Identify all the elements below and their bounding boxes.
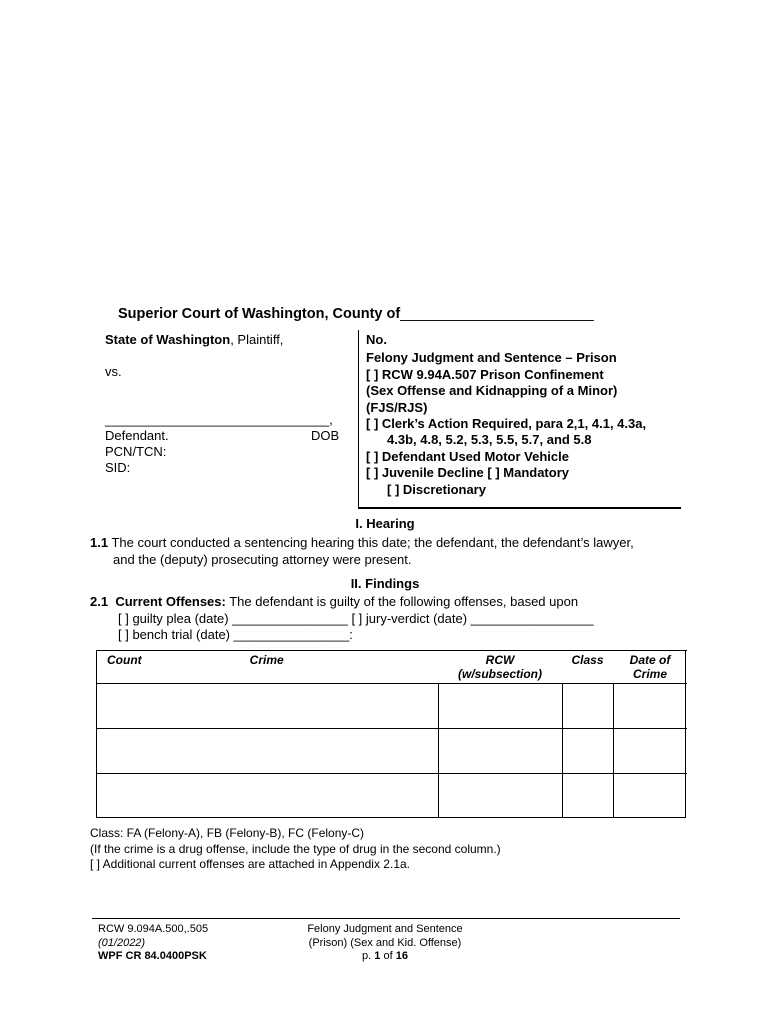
cell-rcw[interactable] — [438, 729, 562, 774]
bench-trial-line[interactable]: [ ] bench trial (date) ________________: — [118, 627, 353, 642]
vs-label: vs. — [105, 364, 122, 379]
case-number-label: No. — [366, 332, 387, 347]
para-text-line2: and the (deputy) prosecuting attorney were present. — [113, 551, 412, 567]
table-row — [97, 729, 687, 774]
cell-date[interactable] — [613, 729, 687, 774]
footer-title-line2: (Prison) (Sex and Kid. Offense) — [308, 936, 462, 949]
rcw-checkbox-line[interactable]: [ ] RCW 9.94A.507 Prison Confinement — [366, 366, 604, 382]
footer-center — [280, 923, 490, 964]
cell-class[interactable] — [562, 684, 613, 729]
dob-label: DOB — [311, 428, 340, 443]
para-text-line1: The court conducted a sentencing hearing this date; the defendant, the defendant’s lawyer, — [108, 535, 634, 550]
defendant-blank[interactable]: _______________________________, — [105, 412, 333, 427]
plaintiff-name: State of Washington — [105, 332, 231, 347]
vehicle-checkbox[interactable]: [ ] Defendant Used Motor Vehicle — [366, 448, 569, 464]
cell-class[interactable] — [562, 729, 613, 774]
page-total: 16 — [395, 950, 408, 962]
defendant-label: Defendant. — [105, 428, 169, 443]
table-row — [97, 774, 687, 819]
court-title — [118, 306, 594, 322]
sex-offense-line: (Sex Offense and Kidnapping of a Minor) — [366, 383, 618, 399]
col-crime-header: Crime — [249, 653, 284, 667]
page-number: 1 — [374, 950, 381, 962]
para-number: 1.1 — [90, 535, 109, 550]
footer-rcw: RCW 9.094A.500,.505 — [98, 923, 209, 935]
footer-date: (01/2022) — [98, 936, 146, 949]
caption-left — [105, 332, 350, 476]
caption-right — [366, 332, 686, 498]
footer-left — [98, 923, 208, 964]
table-row — [97, 684, 687, 729]
col-class-header: Class — [562, 651, 613, 684]
section-findings-heading: II. Findings — [350, 576, 420, 591]
offenses-table — [97, 650, 687, 818]
cell-date[interactable] — [613, 684, 687, 729]
county-blank: ________________________ — [400, 306, 594, 322]
clerk-action-paras: 4.3b, 4.8, 5.2, 5.3, 5.5, 5.7, and 5.8 — [387, 432, 592, 448]
sid-label: SID: — [105, 460, 131, 475]
paragraph-1-1 — [90, 535, 634, 568]
cell-rcw[interactable] — [438, 684, 562, 729]
court-title-text: Superior Court of Washington, County of — [118, 306, 401, 322]
caption-vertical-divider — [358, 330, 359, 508]
plaintiff-suffix: , Plaintiff, — [230, 332, 284, 347]
section-hearing-heading: I. Hearing — [355, 516, 415, 531]
juvenile-checkbox[interactable]: [ ] Juvenile Decline [ ] Mandatory — [366, 465, 569, 481]
fjs-line: (FJS/RJS) — [366, 399, 428, 415]
para-text: The defendant is guilty of the following offenses, based upon — [225, 594, 579, 609]
clerk-action-checkbox[interactable]: [ ] Clerk’s Action Required, para 2,1, 4.1, 4.3a, — [366, 416, 647, 432]
page-indicator: p. 1 of 16 — [362, 950, 408, 962]
footer-form-number: WPF CR 84.0400PSK — [98, 950, 207, 962]
col-rcw-header: RCW (w/subsection) — [438, 651, 562, 684]
paragraph-2-1 — [90, 594, 594, 644]
class-legend: Class: FA (Felony-A), FB (Felony-B), FC (Felony-C) — [90, 826, 365, 840]
cell-crime[interactable] — [97, 774, 438, 819]
cell-date[interactable] — [613, 774, 687, 819]
table-header-row — [97, 651, 687, 684]
cell-rcw[interactable] — [438, 774, 562, 819]
col-count-header: Count Crime — [97, 651, 438, 684]
table-notes — [90, 826, 501, 873]
drug-note: (If the crime is a drug offense, include the type of drug in the second column.) — [90, 841, 501, 856]
cell-class[interactable] — [562, 774, 613, 819]
para-title: Current Offenses: — [115, 594, 226, 609]
footer-rule — [92, 918, 680, 919]
cell-crime[interactable] — [97, 684, 438, 729]
caption-bottom-rule — [358, 507, 681, 509]
footer-title-line1: Felony Judgment and Sentence — [307, 923, 463, 935]
plea-verdict-line[interactable]: [ ] guilty plea (date) ________________ [ ] jury-verdict (date) _________________ — [118, 610, 594, 626]
appendix-checkbox[interactable]: [ ] Additional current offenses are attached in Appendix 2.1a. — [90, 857, 410, 871]
col-date-header: Date of Crime — [613, 651, 687, 684]
para-number: 2.1 — [90, 594, 109, 609]
cell-crime[interactable] — [97, 729, 438, 774]
document-title: Felony Judgment and Sentence – Prison — [366, 350, 617, 366]
discretionary-checkbox[interactable]: [ ] Discretionary — [387, 481, 486, 497]
pcn-label: PCN/TCN: — [105, 444, 167, 459]
